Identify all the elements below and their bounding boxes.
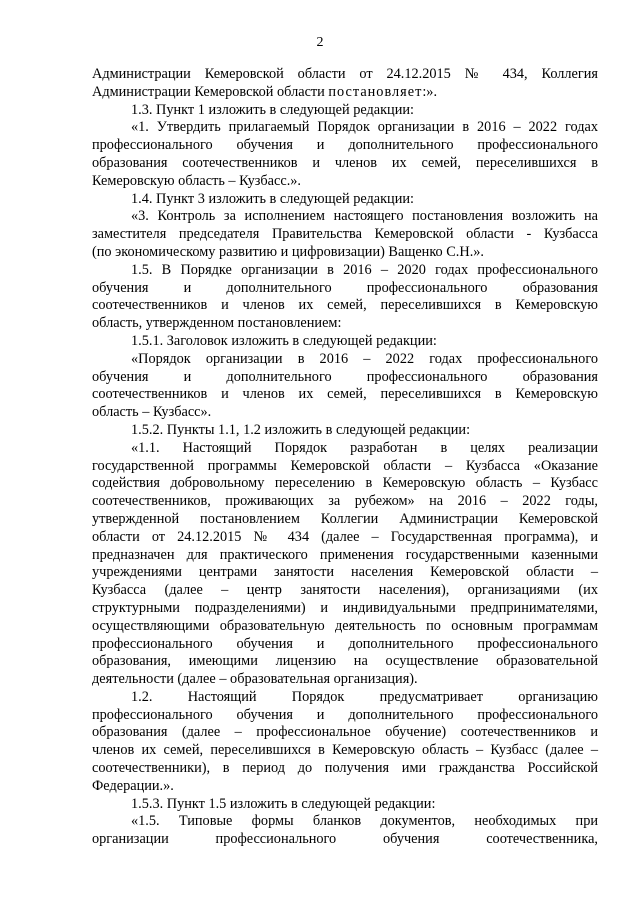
text-line xyxy=(92,653,598,671)
text-line xyxy=(92,315,598,333)
text-line xyxy=(92,404,598,422)
text-segment: содействия добровольному переселению в Кемеровскую область – Кузбасс xyxy=(92,475,598,492)
text-line xyxy=(92,707,598,725)
text-line xyxy=(92,618,598,636)
text-segment: соотечественники), в период до получения ими гражданства Российской xyxy=(92,760,598,777)
text-line xyxy=(92,226,598,244)
text-line xyxy=(92,244,598,262)
text-segment: :». xyxy=(422,83,438,100)
text-line xyxy=(92,778,598,796)
text-line xyxy=(92,511,598,529)
text-line xyxy=(92,119,598,137)
text-segment: 1.5.3. Пункт 1.5 изложить в следующей редакции: xyxy=(131,795,436,812)
text-segment: деятельности (далее – образовательная организация). xyxy=(92,671,418,688)
text-segment: области от 24.12.2015 № 434 (далее – Государственная программа), и xyxy=(92,528,598,545)
text-segment: Кузбасса (далее – центр занятости населения), организациями (их xyxy=(92,582,598,599)
text-line xyxy=(92,137,598,155)
text-line xyxy=(92,386,598,404)
text-segment: соотечественников, проживающих за рубежом» на 2016 – 2022 годы, xyxy=(92,493,598,510)
text-segment: область – Кузбасс». xyxy=(92,404,212,421)
text-segment: 1.5.2. Пункты 1.1, 1.2 изложить в следующей редакции: xyxy=(131,421,471,438)
text-segment: учреждениями центрами занятости населения Кемеровской области – xyxy=(92,564,598,581)
text-segment: Администрации Кемеровской области от 24.12.2015 № 434, Коллегия xyxy=(92,66,598,82)
text-line xyxy=(92,351,598,369)
text-line xyxy=(92,529,598,547)
text-line xyxy=(92,564,598,582)
text-line xyxy=(92,475,598,493)
text-segment: заместителя председателя Правительства Кемеровской области - Кузбасса xyxy=(92,226,598,243)
text-line xyxy=(92,547,598,565)
text-line xyxy=(92,636,598,654)
text-segment: осуществляющими образовательную деятельность по основным программам xyxy=(92,617,598,634)
text-segment: обучения и дополнительного профессионального образования xyxy=(92,368,598,385)
text-line xyxy=(92,333,598,351)
text-segment: профессионального обучения и дополнительного профессионального xyxy=(92,635,598,652)
text-segment: «3. Контроль за исполнением настоящего постановления возложить на xyxy=(131,208,598,225)
text-line xyxy=(92,173,598,191)
text-segment: предназначен для практического применения государственными казенными xyxy=(92,546,598,563)
text-segment: утвержденной постановлением Коллегии Администрации Кемеровской xyxy=(92,510,598,527)
text-segment: соотечественников и членов их семей, переселившихся в Кемеровскую xyxy=(92,297,598,314)
text-segment: образования (далее – профессиональное обучение) соотечественников и xyxy=(92,724,598,741)
text-segment: постановляет xyxy=(328,83,423,100)
text-line xyxy=(92,155,598,173)
text-line xyxy=(92,671,598,689)
text-line xyxy=(92,297,598,315)
text-segment: Администрации Кемеровской области xyxy=(92,83,329,100)
text-segment: Кемеровскую область – Кузбасс.». xyxy=(92,172,302,189)
text-line xyxy=(92,66,598,84)
text-segment: (по экономическому развитию и цифровизации) Ващенко С.Н.». xyxy=(92,243,484,260)
text-line xyxy=(92,422,598,440)
text-segment: «1.5. Типовые формы бланков документов, необходимых при xyxy=(131,813,598,830)
text-line xyxy=(92,689,598,707)
text-segment: соотечественников и членов их семей, переселившихся в Кемеровскую xyxy=(92,386,598,403)
text-line xyxy=(92,831,598,849)
text-segment: 1.5.1. Заголовок изложить в следующей редакции: xyxy=(131,332,437,349)
text-line xyxy=(92,102,598,120)
text-segment: 1.3. Пункт 1 изложить в следующей редакции: xyxy=(131,101,414,118)
text-line xyxy=(92,262,598,280)
text-segment: 1.2. Настоящий Порядок предусматривает организацию xyxy=(131,688,598,705)
text-line xyxy=(92,493,598,511)
text-segment: «1. Утвердить прилагаемый Порядок организации в 2016 – 2022 годах xyxy=(131,119,598,136)
text-segment: образования, имеющими лицензию на осуществление образовательной xyxy=(92,653,598,670)
text-segment: «Порядок организации в 2016 – 2022 годах профессионального xyxy=(131,350,598,367)
text-segment: образования соотечественников и членов их семей, переселившихся в xyxy=(92,154,598,171)
text-segment: структурными подразделениями) и индивидуальными предпринимателями, xyxy=(92,599,598,616)
page-number: 2 xyxy=(316,35,324,50)
text-line xyxy=(92,600,598,618)
text-segment: «1.1. Настоящий Порядок разработан в целях реализации xyxy=(131,439,598,456)
text-segment: организации профессионального обучения соотечественника, xyxy=(92,831,598,848)
text-segment: 1.4. Пункт 3 изложить в следующей редакции: xyxy=(131,190,414,207)
text-line xyxy=(92,742,598,760)
text-line xyxy=(92,191,598,209)
text-line xyxy=(92,760,598,778)
text-segment: 1.5. В Порядке организации в 2016 – 2020 годах профессионального xyxy=(131,261,598,278)
text-line xyxy=(92,458,598,476)
text-segment: профессионального обучения и дополнительного профессионального xyxy=(92,706,598,723)
text-line xyxy=(92,724,598,742)
text-line xyxy=(92,280,598,298)
text-segment: область, утвержденном постановлением: xyxy=(92,315,342,332)
text-segment: обучения и дополнительного профессионального образования xyxy=(92,279,598,296)
text-segment: Федерации.». xyxy=(92,777,174,794)
text-line xyxy=(92,208,598,226)
text-line xyxy=(92,582,598,600)
text-line xyxy=(92,813,598,831)
text-line xyxy=(92,84,598,102)
text-line xyxy=(92,796,598,814)
text-line xyxy=(92,369,598,387)
text-line xyxy=(92,440,598,458)
text-segment: членов их семей, переселившихся в Кемеровскую область – Кузбасс (далее – xyxy=(92,742,598,759)
text-segment: профессионального обучения и дополнительного профессионального xyxy=(92,137,598,154)
text-segment: государственной программы Кемеровской области – Кузбасса «Оказание xyxy=(92,457,598,474)
document-body xyxy=(92,66,598,849)
